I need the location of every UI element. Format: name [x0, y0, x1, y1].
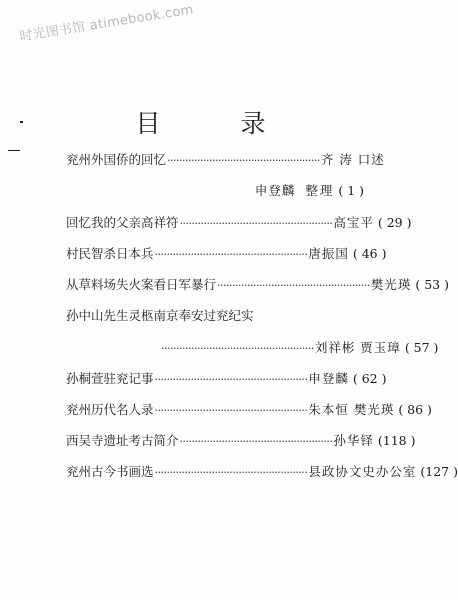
toc-leader-dots: ···················································	[179, 435, 333, 448]
toc-entry	[160, 338, 439, 358]
toc-entry-title: 兖州外国侨的回忆	[66, 152, 167, 167]
toc-entry	[66, 150, 385, 170]
toc-entry-title: 孙中山先生灵柩南京奉安过兖纪实	[66, 308, 254, 323]
toc-entry-page: (118 )	[377, 433, 416, 448]
toc-entry	[66, 213, 412, 233]
toc-entry-role: 整理	[305, 183, 335, 198]
toc-entry-page: ( 86 )	[398, 402, 432, 417]
toc-entry-author: 齐 涛 口述	[320, 152, 385, 167]
toc-entry-page: (127 )	[420, 464, 458, 479]
toc-leader-dots: ···················································	[154, 248, 308, 261]
toc-entry-page: ( 46 )	[352, 246, 387, 261]
watermark-text: 时光图书馆 atimebook.com	[18, 2, 195, 45]
toc-entry-title: 兖州历代名人录	[66, 402, 154, 417]
toc-entry-page: ( 57 )	[404, 340, 439, 355]
toc-entry-author: 县政协文史办公室	[308, 464, 417, 479]
toc-entry-title: 从草料场失火案看日军暴行	[66, 277, 217, 292]
toc-entry-title: 村民智杀日本兵	[66, 246, 154, 261]
toc-leader-dots: ···················································	[154, 466, 308, 479]
toc-leader-dots: ···················································	[217, 279, 370, 292]
toc-entry-author: 唐振国	[308, 246, 349, 261]
toc-leader-dots: ···················································	[179, 217, 333, 230]
toc-entry	[66, 181, 364, 201]
toc-entry-author: 刘祥彬 贾玉璋	[314, 340, 401, 355]
toc-entry-page: ( 62 )	[352, 371, 387, 386]
toc-entry-author: 朱本恒 樊光瑛	[308, 402, 395, 417]
toc-entry-author: 孙华铎	[333, 433, 374, 448]
toc-entry-author: 申登麟	[254, 183, 296, 198]
toc-entry-author: 高宝平	[333, 215, 374, 230]
toc-entry	[66, 275, 449, 295]
toc-entry-page: ( 29 )	[377, 215, 412, 230]
toc-entry	[66, 369, 387, 389]
toc-entry-page: ( 1 )	[338, 183, 364, 198]
toc-entry-author: 樊光瑛	[370, 277, 412, 292]
toc-entry-page: ( 53 )	[415, 277, 449, 292]
page-title: 目 录	[135, 109, 302, 138]
toc-entry	[66, 306, 364, 326]
toc-leader-dots: ···················································	[154, 404, 308, 417]
toc-entry	[66, 400, 432, 420]
toc-leader-dots: ···················································	[154, 373, 308, 386]
toc-entry	[66, 244, 387, 264]
toc-entry-title: 兖州古今书画选	[66, 464, 154, 479]
toc-entry	[66, 462, 458, 482]
toc-leader-dots: ···················································	[167, 154, 320, 167]
toc-leader-dots: ···················································	[161, 342, 314, 355]
toc-entry-title: 西吴寺遗址考古简介	[66, 433, 179, 448]
toc-entry-title: 回忆我的父亲高祥符	[66, 215, 179, 230]
toc-entry-author: 申登麟	[308, 371, 349, 386]
toc-entry-title: 孙桐萱驻兖记事	[66, 371, 154, 386]
toc-entry	[66, 431, 416, 451]
